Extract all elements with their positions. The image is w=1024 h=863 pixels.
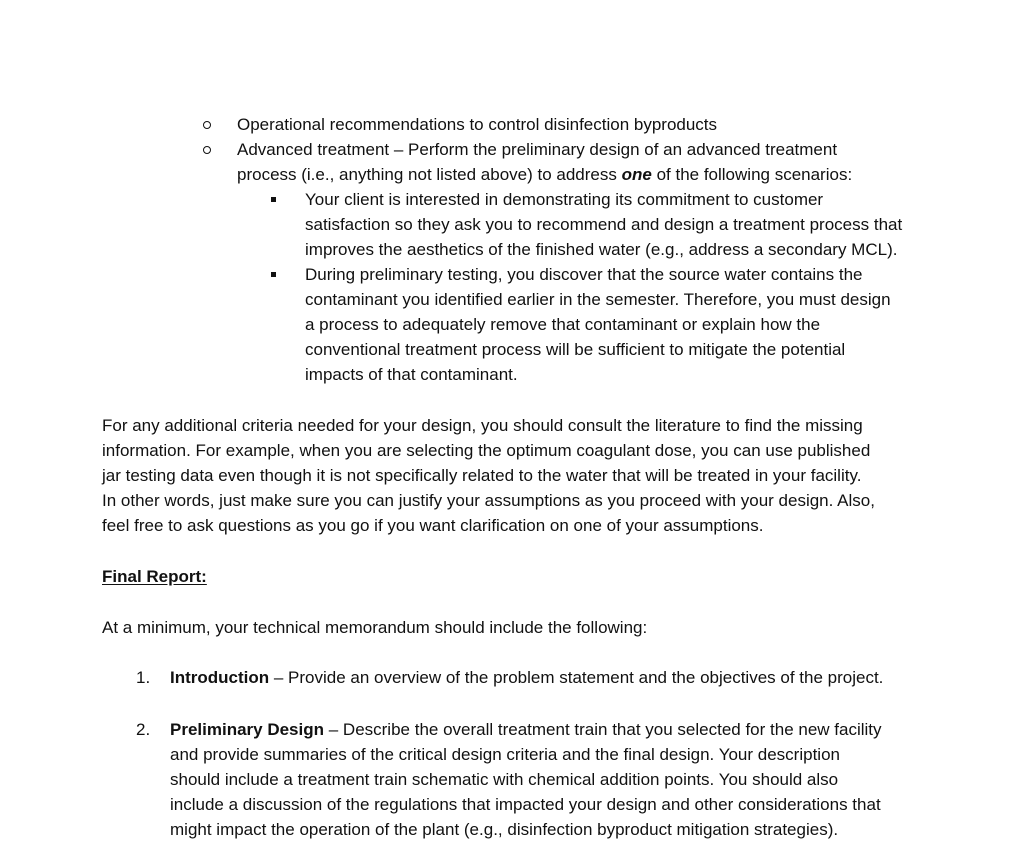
list-item-title: Preliminary Design <box>170 720 325 739</box>
list-item-text: include a discussion of the regulations that impacted your design and other considerations that <box>170 795 881 814</box>
scenario-text: During preliminary testing, you discover that the source water contains the <box>305 265 863 284</box>
list-item-text: and provide summaries of the critical design criteria and the final design. Your description <box>170 745 840 764</box>
scenario-text: conventional treatment process will be sufficient to mitigate the potential <box>305 340 846 359</box>
list-number: 1. <box>136 668 151 687</box>
scenario-text: contaminant you identified earlier in the semester. Therefore, you must design <box>305 290 891 309</box>
section-heading: Final Report: <box>102 567 207 586</box>
scenario-text: satisfaction so they ask you to recommend and design a treatment process that <box>305 215 903 234</box>
scenario-text: improves the aesthetics of the finished water (e.g., address a secondary MCL). <box>305 240 898 259</box>
hollow-bullet-icon <box>203 146 211 154</box>
list-number: 2. <box>136 720 151 739</box>
paragraph-line: feel free to ask questions as you go if you want clarification on one of your assumptions. <box>102 516 764 535</box>
sub-bullet-text: process (i.e., anything not listed above) to address one of the following scenarios: <box>237 165 853 184</box>
hollow-bullet-icon <box>203 121 211 129</box>
emphasis-one: one <box>621 165 652 184</box>
sub-bullet-text: Operational recommendations to control disinfection byproducts <box>237 115 718 134</box>
list-item-text: might impact the operation of the plant (e.g., disinfection byproduct mitigation strategies). <box>170 820 839 839</box>
paragraph-line: In other words, just make sure you can justify your assumptions as you proceed with your design. Also, <box>102 491 875 510</box>
paragraph-line: information. For example, when you are selecting the optimum coagulant dose, you can use published <box>102 441 871 460</box>
list-item-title: Introduction <box>170 668 270 687</box>
scenario-text: Your client is interested in demonstrating its commitment to customer <box>305 190 824 209</box>
sub-bullet-text: Advanced treatment – Perform the preliminary design of an advanced treatment <box>237 140 838 159</box>
scenario-text: impacts of that contaminant. <box>305 365 518 384</box>
scenario-text: a process to adequately remove that contaminant or explain how the <box>305 315 821 334</box>
square-bullet-icon <box>271 197 276 202</box>
list-item-text: should include a treatment train schematic with chemical addition points. You should also <box>170 770 839 789</box>
intro-text: At a minimum, your technical memorandum should include the following: <box>102 618 648 637</box>
paragraph-line: For any additional criteria needed for your design, you should consult the literature to find the missing <box>102 416 863 435</box>
square-bullet-icon <box>271 272 276 277</box>
list-item-text: Introduction – Provide an overview of the problem statement and the objectives of the project. <box>170 668 884 687</box>
paragraph-line: jar testing data even though it is not specifically related to the water that will be treated in your facility. <box>102 466 862 485</box>
list-item-text: Preliminary Design – Describe the overall treatment train that you selected for the new facility <box>170 720 882 739</box>
